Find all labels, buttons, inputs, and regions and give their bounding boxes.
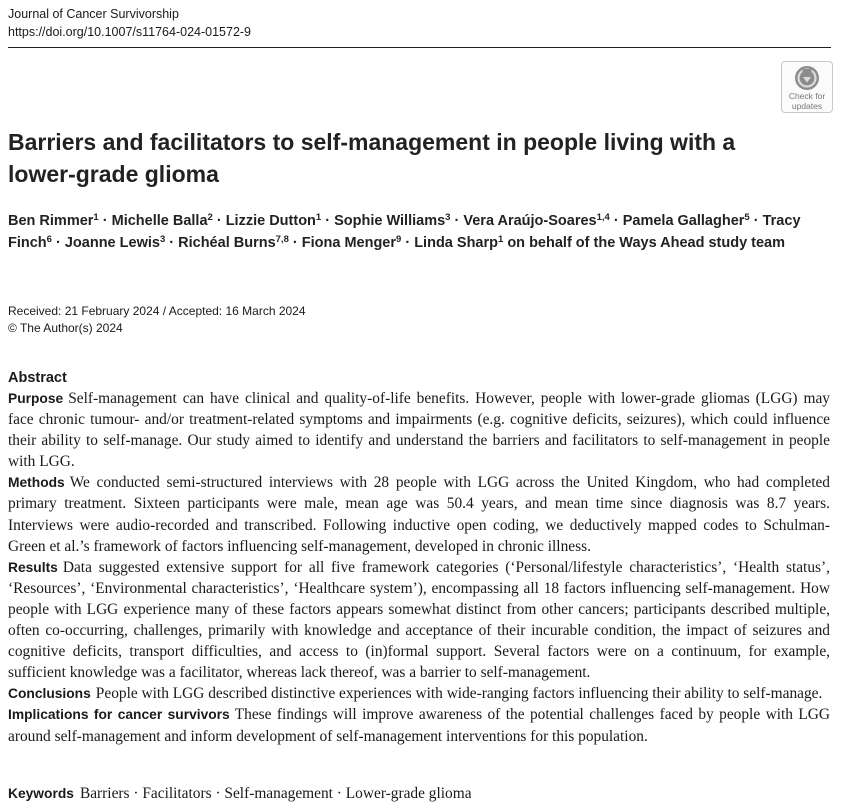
results-label: Results bbox=[8, 559, 58, 575]
author-name-text: Joanne Lewis bbox=[64, 234, 160, 251]
keywords-label: Keywords bbox=[8, 786, 74, 801]
author-name[interactable] bbox=[226, 213, 322, 229]
implications-label: Implications for cancer survivors bbox=[8, 707, 230, 723]
received-accepted-dates: Received: 21 February 2024 / Accepted: 16 March 2024 bbox=[8, 304, 306, 318]
author-name[interactable] bbox=[334, 213, 450, 229]
author-name-text: Pamela Gallagher bbox=[622, 213, 745, 229]
abstract-body bbox=[8, 388, 830, 747]
purpose-text: Self-management can have clinical and quality-of-life benefits. However, people with lower-grade gliomas (LGG) may face chronic tumour- and/or treatment-related symptoms and impairments (e.g. cognitive deficits, seizures), which could influence their ability to self-manage. Our study aimed to identify and understand the barriers and facilitators to self-management in people with LGG. bbox=[8, 390, 830, 471]
copyright-notice: © The Author(s) 2024 bbox=[8, 321, 123, 335]
author-affiliation-marker: 3 bbox=[445, 212, 451, 223]
conclusions-label: Conclusions bbox=[8, 686, 91, 702]
keywords-line bbox=[8, 784, 472, 804]
abstract-implications bbox=[8, 704, 830, 746]
author-name-text: Tracy Finch bbox=[8, 213, 801, 251]
abstract-methods bbox=[8, 472, 830, 556]
author-name-text: Richéal Burns bbox=[178, 234, 276, 251]
update-check-icon bbox=[794, 65, 820, 91]
author-affiliation-marker: 3 bbox=[159, 233, 166, 245]
author-affiliation-marker: 6 bbox=[46, 233, 52, 245]
methods-label: Methods bbox=[8, 475, 65, 491]
doi-link[interactable]: https://doi.org/10.1007/s11764-024-01572-9 bbox=[8, 25, 252, 39]
author-affiliation-marker: 7,8 bbox=[275, 233, 289, 245]
author-name[interactable] bbox=[112, 213, 213, 229]
implications-text: These findings will improve awareness of the potential challenges faced by people with LGG around self-management and inform development of self-management interventions for this population. bbox=[8, 706, 830, 745]
abstract-purpose bbox=[8, 388, 830, 472]
author-affiliation-marker: 5 bbox=[744, 212, 750, 223]
author-affiliation-marker: 1 bbox=[315, 212, 322, 223]
author-name-text: Lizzie Dutton bbox=[225, 213, 316, 229]
author-affiliation-marker: 1 bbox=[498, 233, 504, 245]
author-name-text: Sophie Williams bbox=[334, 213, 446, 229]
keywords-text: Barriers · Facilitators · Self-management · Lower-grade glioma bbox=[79, 785, 472, 802]
abstract-results bbox=[8, 557, 830, 684]
author-affiliation-marker: 9 bbox=[396, 233, 402, 245]
header-divider bbox=[8, 47, 831, 48]
dates-block bbox=[8, 303, 306, 337]
author-name[interactable] bbox=[623, 213, 750, 229]
author-name[interactable] bbox=[463, 213, 609, 229]
abstract-heading: Abstract bbox=[8, 370, 67, 386]
author-affiliation-marker: 1 bbox=[93, 212, 99, 223]
author-list: Ben Rimmer$^1$ · Michelle Balla$^2$ · Lizzie Dutton$^1$ · Sophie Williams$^3$ · Vera Araújo-Soares$^{1,4}$ · Pamela Gallagher$^5$ · Tracy Finch$^6$ · Joanne Lewis$^3$ · Richéal Burns$^{7,8}$ · Fiona Menger$^9$ · Linda Sharp$^1$ on behalf of the Ways Ahead study team bbox=[8, 212, 801, 251]
author-name-text: Vera Araújo-Soares bbox=[463, 213, 597, 229]
author-name[interactable] bbox=[178, 235, 289, 251]
check-for-updates-badge[interactable] bbox=[781, 61, 833, 113]
results-text: Data suggested extensive support for all five framework categories (‘Personal/lifestyle characteristics’, ‘Health status’, ‘Resources’, ‘Environmental characteristics’, ‘Healthcare system’), encompassing all 18 factors influencing self-management. How people with LGG experience many of these factors appears somewhat distinct from other cancers; participants described multiple, often co-occurring, challenges, primarily with knowledge and acceptance of their incurable condition, the impact of seizures and cognitive deficits, transport difficulties, and access to (in)formal support. Several factors were on a continuum, for example, sufficient knowledge was a facilitator, whereas lack thereof, was a barrier to self-management. bbox=[8, 558, 830, 682]
author-name-text: Linda Sharp bbox=[414, 234, 498, 251]
badge-text-line1: Check for bbox=[788, 91, 826, 101]
author-affiliation-marker: 2 bbox=[207, 212, 213, 223]
conclusions-text: People with LGG described distinctive experiences with wide-ranging factors influencing their ability to self-manage. bbox=[95, 685, 823, 703]
badge-text-line2: updates bbox=[791, 101, 823, 111]
journal-name: Journal of Cancer Survivorship bbox=[8, 7, 179, 21]
author-name-text: Fiona Menger bbox=[301, 234, 397, 251]
author-name[interactable] bbox=[65, 235, 165, 251]
article-title: Barriers and facilitators to self-management in people living with a lower-grade glioma bbox=[8, 129, 736, 187]
methods-text: We conducted semi-structured interviews with 28 people with LGG across the United Kingdom, who had completed primary treatment. Sixteen participants were male, mean age was 50.4 years, and mean time since diagnosis was 8.7 years. Interviews were audio-recorded and transcribed. Following inductive open coding, we deductively mapped codes to Schulman-Green et al.’s framework of factors influencing self-management, developed in chronic illness. bbox=[8, 474, 830, 555]
author-name-text: Ben Rimmer bbox=[8, 213, 94, 229]
abstract-conclusions bbox=[8, 683, 830, 704]
author-affiliation-marker: 1,4 bbox=[596, 212, 610, 223]
author-name[interactable] bbox=[8, 213, 99, 229]
journal-header bbox=[8, 5, 251, 41]
author-name[interactable] bbox=[302, 235, 402, 251]
purpose-label: Purpose bbox=[8, 391, 64, 406]
authors-suffix: on behalf of the Ways Ahead study team bbox=[507, 234, 786, 251]
author-name-text: Michelle Balla bbox=[111, 213, 208, 229]
author-name[interactable] bbox=[414, 235, 503, 251]
